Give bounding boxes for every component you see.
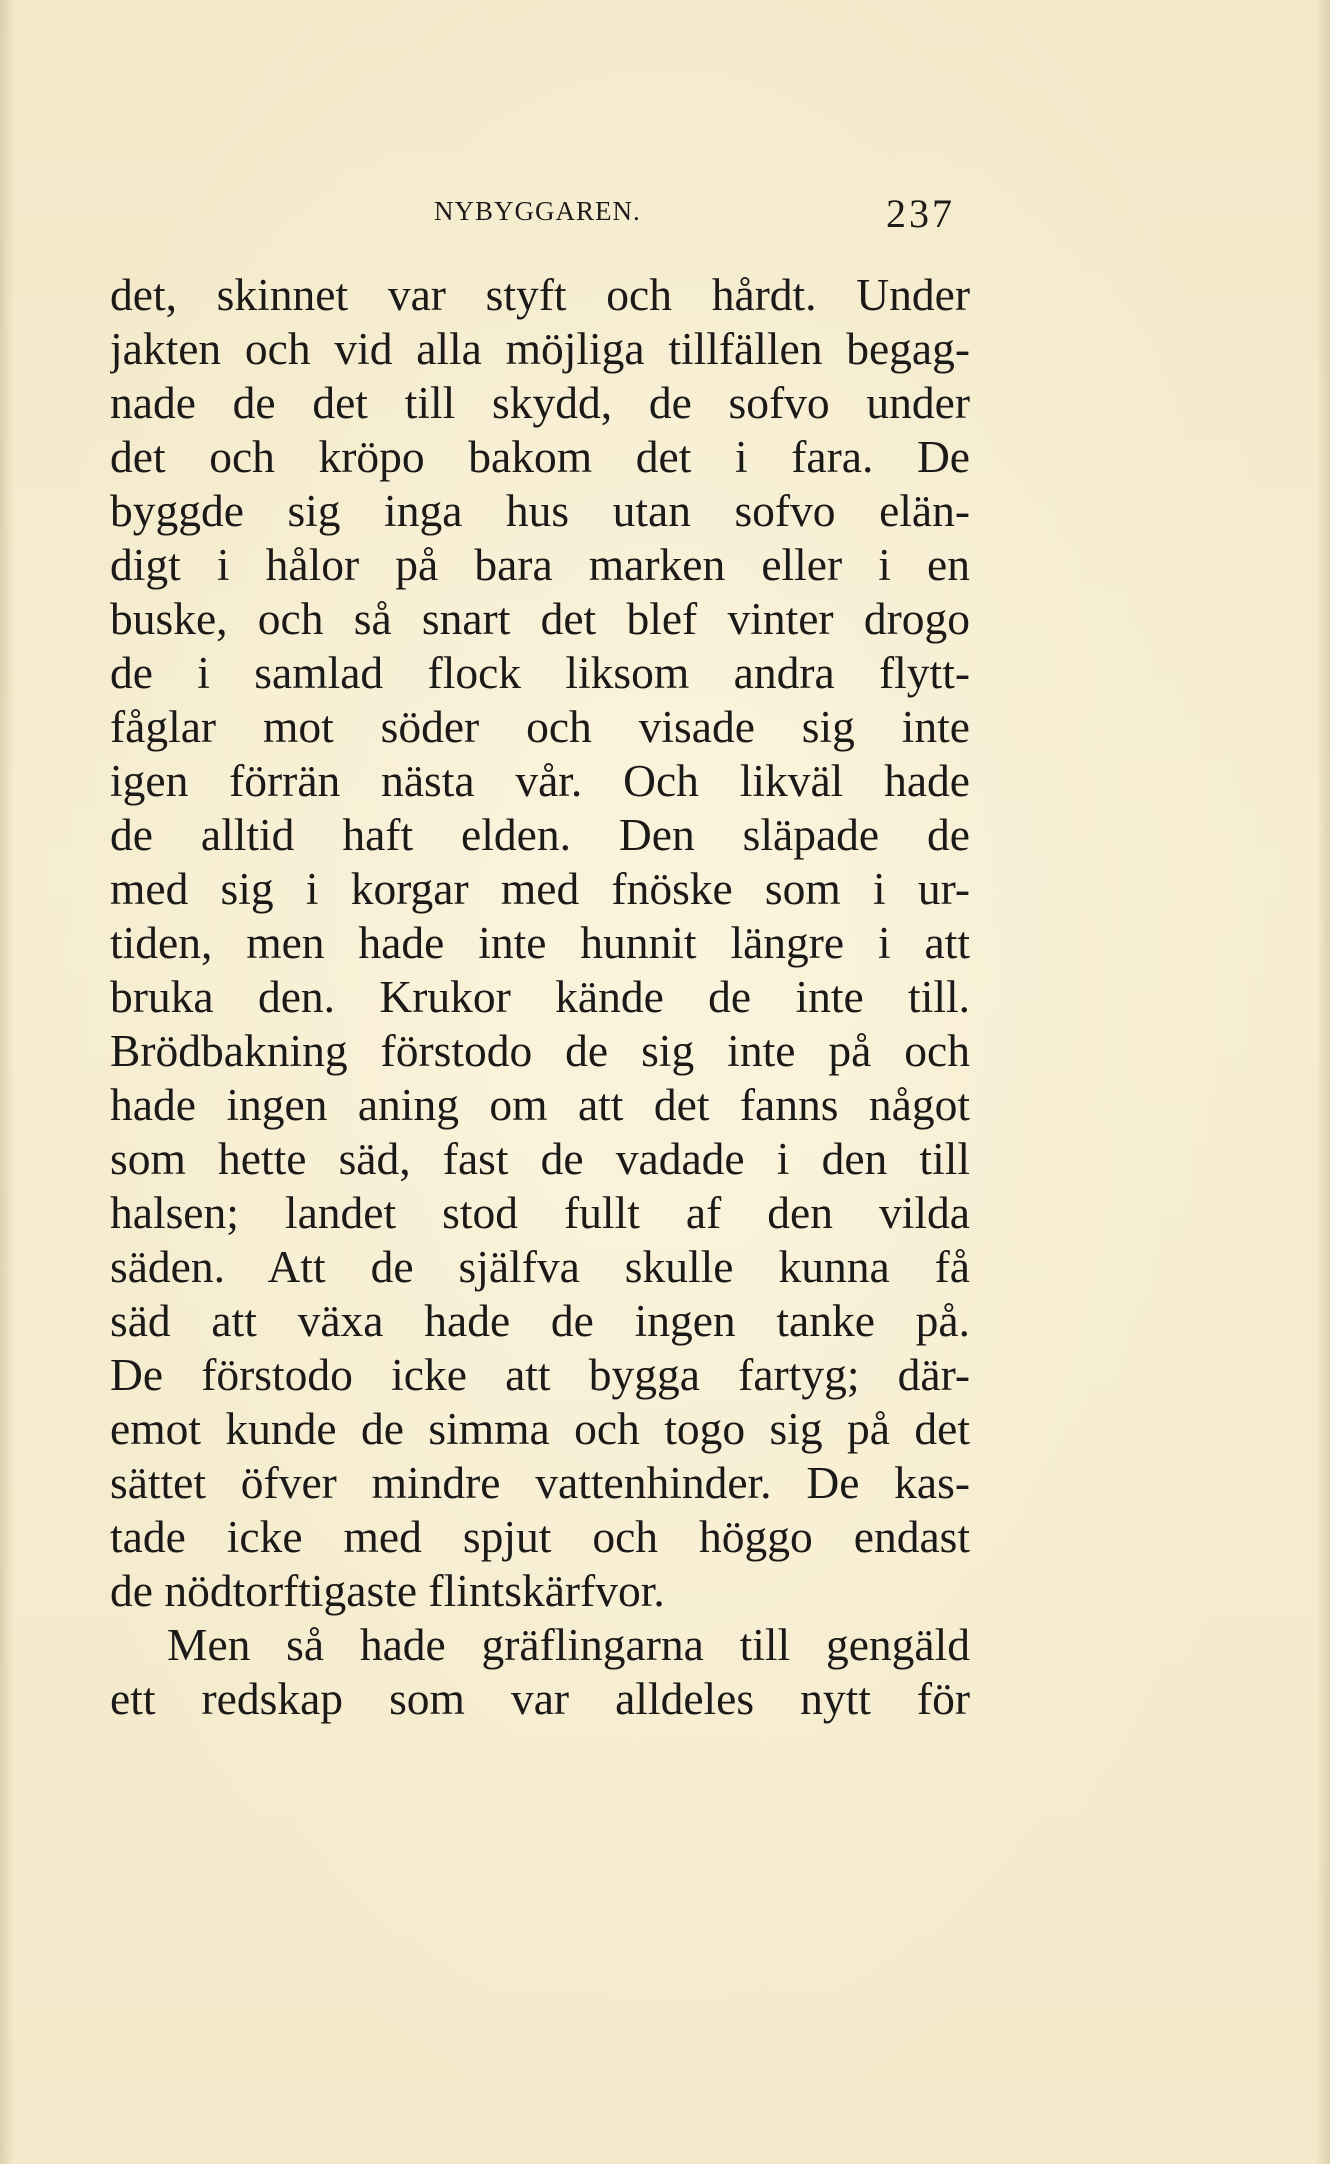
text-line: byggde sig inga hus utan sofvo elän- [110, 485, 970, 536]
text-line: buske, och så snart det blef vinter drogo [110, 593, 970, 644]
text-line: digt i hålor på bara marken eller i en [110, 539, 970, 590]
text-line: som hette säd, fast de vadade i den till [110, 1133, 970, 1184]
running-head [0, 191, 1330, 236]
text-line: fåglar mot söder och visade sig inte [110, 701, 970, 752]
text-line: tade icke med spjut och höggo endast [110, 1511, 970, 1562]
text-line: nade de det till skydd, de sofvo under [110, 377, 970, 428]
text-line: halsen; landet stod fullt af den vilda [110, 1187, 970, 1238]
text-line: hade ingen aning om att det fanns något [110, 1079, 970, 1130]
text-line: det, skinnet var styft och hårdt. Under [110, 269, 970, 320]
text-line: De förstodo icke att bygga fartyg; där- [110, 1349, 970, 1400]
text-line: Men så hade gräflingarna till gengäld [167, 1619, 970, 1670]
text-line: de alltid haft elden. Den släpade de [110, 809, 970, 860]
body-text [110, 268, 970, 1726]
text-line: de i samlad flock liksom andra flytt- [110, 647, 970, 698]
text-line: de nödtorftigaste flintskärfvor. [110, 1565, 665, 1616]
text-line: Brödbakning förstodo de sig inte på och [110, 1025, 970, 1076]
text-line: bruka den. Krukor kände de inte till. [110, 971, 970, 1022]
text-line: säden. Att de själfva skulle kunna få [110, 1241, 970, 1292]
text-line: igen förrän nästa vår. Och likväl hade [110, 755, 970, 806]
page-edge-right [1316, 0, 1330, 2164]
page-edge-left [0, 0, 14, 2164]
text-line: sättet öfver mindre vattenhinder. De kas- [110, 1457, 970, 1508]
text-line: säd att växa hade de ingen tanke på. [110, 1295, 970, 1346]
text-line: ett redskap som var alldeles nytt för [110, 1673, 970, 1724]
text-line: med sig i korgar med fnöske som i ur- [110, 863, 970, 914]
text-line: tiden, men hade inte hunnit längre i att [110, 917, 970, 968]
text-line: emot kunde de simma och togo sig på det [110, 1403, 970, 1454]
page-number: 237 [886, 191, 955, 236]
text-line: det och kröpo bakom det i fara. De [110, 431, 970, 482]
running-title: NYBYGGAREN. [434, 196, 641, 226]
text-line: jakten och vid alla möjliga tillfällen begag- [110, 323, 970, 374]
